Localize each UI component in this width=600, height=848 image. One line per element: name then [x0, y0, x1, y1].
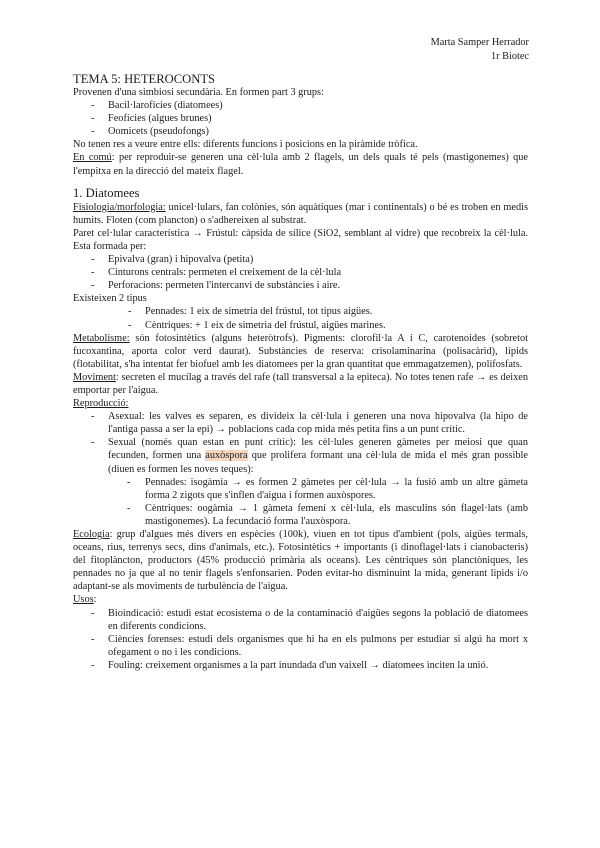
fisiologia-paragraph — [73, 201, 528, 227]
sexual-text-pre: Sexual (només quan estan en punt crític): les cèl·lules generen gàmetes per meiosi que quan fecunden, formen una — [108, 437, 528, 462]
metabolisme-paragraph — [73, 332, 528, 371]
author-name: Marta Samper Herrador — [430, 37, 529, 48]
tipus-intro: Existeixen 2 tipus — [73, 293, 147, 305]
usos-list — [73, 607, 528, 672]
common-text: : per reproduir-se generen una cèl·lula amb 2 flagels, un dels quals té pels (mastigonemes) que l'empitxa en la direcció del mateix flagel. — [73, 152, 528, 177]
sexual-type-item: - Pennades: isogàmia → es formen 2 gàmetes per cèl·lula → la fusió amb un altre gàmeta forma 2 zigots que s'inflen d'aigua i formen auxòspores. — [108, 476, 528, 502]
tipus-list — [73, 305, 528, 331]
metabolisme-text: són fotosintètics (alguns heteròtrofs). Pigments: clorofil·la A i C, carotenoides (sobretot fucoxantina, aporta color verd daurat). Substàncies de reserva: crisolaminarina (polisacàrid), lípids (flotabilitat, s'ha intentat fer biofuel amb les diatomees per la gran quantitat que emmagatzemen), polifosfats. — [73, 332, 528, 370]
group-item: - Bacil·larofícies (diatomees) — [73, 99, 528, 112]
ecologia-label: Ecologia — [73, 529, 110, 540]
ecologia-text: : grup d'algues més divers en espècies (100k), viuen en tot tipus d'ambient (pols, aigües termals, oceans, rius, terrenys secs, dins d'animals, etc.). Fotosintètics + importants (i dinoflagel·lats i cianobacteris) del fitoplàncton, productors (45% producció primària als oceans). Les cèntriques són planctòniques, les pennades no ja que al no tenir flagels s'enfonsarien. Poden evitar-ho disminuint la mida, generant lípids i/o adaptant-se als moviments de turbulència de l'aigua. — [73, 529, 528, 593]
usos-heading — [73, 593, 528, 606]
paret-paragraph: Paret cel·lular característica → Frústul: càpsida de sílice (SiO2, semblant al vidre) que recobreix la cèl·lula. Esta formada per: — [73, 227, 528, 252]
fisiologia-text: unicel·lulars, fan colònies, són aquàtiques (mar i continentals) o bé es troben en medis humits. Floten (com plancton) o s'adhereixen al substrat. — [73, 201, 528, 226]
intro-origin: Provenen d'una simbiosi secundària. En formen part 3 grups: — [73, 87, 324, 98]
paret-parts-list — [73, 253, 528, 292]
paret-part-item: - Perforacions: permeten l'intercanvi de substàncies i aire. — [73, 279, 528, 292]
sexual-type-item: - Cèntriques: oogàmia → 1 gàmeta femení x cèl·lula, els masculins són flagel·lats (amb mastigonemes). La fecundació forma l'auxòspora. — [108, 502, 528, 528]
author-header — [431, 36, 529, 64]
group-item: - Feofícies (algues brunes) — [73, 112, 528, 125]
common-label: En comú — [73, 152, 112, 164]
usos-item: - Fouling: creixement organismes a la part inundada d'un vaixell → diatomees inciten la unió. — [73, 659, 528, 672]
paret-part-item: - Cinturons centrals: permeten el creixement de la cèl·lula — [73, 266, 528, 279]
usos-label: Usos — [73, 594, 94, 606]
groups-list — [73, 99, 528, 138]
paret-part-item: - Epivalva (gran) i hipovalva (petita) — [73, 253, 528, 266]
moviment-text: : secreten el mucílag a través del rafe (tall transversal a la epiteca). No totes tenen rafe → es deixen emportar per l'aigua. — [73, 371, 528, 396]
usos-item: - Bioindicació: estudi estat ecosistema o de la contaminació d'aigües segons la població de diatomees en diferents condicions. — [73, 607, 528, 633]
highlighted-term: auxòspora — [205, 450, 248, 462]
sexual-text-post: que prolifera formant una cèl·lula de mida el més gran possible (diuen es formen les noves teques): — [108, 450, 528, 475]
group-item: - Oomicets (pseudofongs) — [73, 125, 528, 138]
document-body — [73, 72, 528, 672]
moviment-paragraph — [73, 371, 528, 397]
reproduccio-heading — [73, 397, 528, 410]
fisiologia-label: Fisiologia/morfologia: — [73, 201, 166, 213]
usos-item: - Ciències forenses: estudi dels organismes que hi ha en els pulmons per estudiar si algú ha mort x ofegament o no i les condicions. — [73, 633, 528, 659]
moviment-label: Moviment — [73, 371, 116, 383]
reproduccio-sexual — [73, 436, 528, 528]
reproduccio-label: Reproducció: — [73, 398, 129, 410]
author-course: 1r Biotec — [490, 51, 529, 62]
section-heading: 1. Diatomees — [73, 185, 140, 200]
tipus-item: - Pennades: 1 eix de simetria del frústul, tot tipus aigües. — [110, 305, 528, 318]
tipus-item: - Cèntriques: + 1 eix de simetria del frústul, aigües marines. — [110, 319, 528, 332]
reproduccio-list — [73, 410, 528, 528]
intro-relation: No tenen res a veure entre ells: diferents funcions i posicions en la piràmide tròfica. — [73, 139, 418, 151]
metabolisme-label: Metabolisme: — [73, 332, 130, 344]
document-title: TEMA 5: HETEROCONTS — [73, 72, 216, 86]
intro-common — [73, 151, 528, 177]
ecologia-paragraph — [73, 528, 528, 593]
reproduccio-asexual: - Asexual: les valves es separen, es divideix la cèl·lula i generen una nova hipovalva (la hipo de l'antiga passa a ser la epi) → poblacions cada cop mida més petita fins a un punt crític. — [73, 410, 528, 436]
usos-colon: : — [93, 594, 97, 606]
sexual-types-list — [108, 476, 528, 528]
